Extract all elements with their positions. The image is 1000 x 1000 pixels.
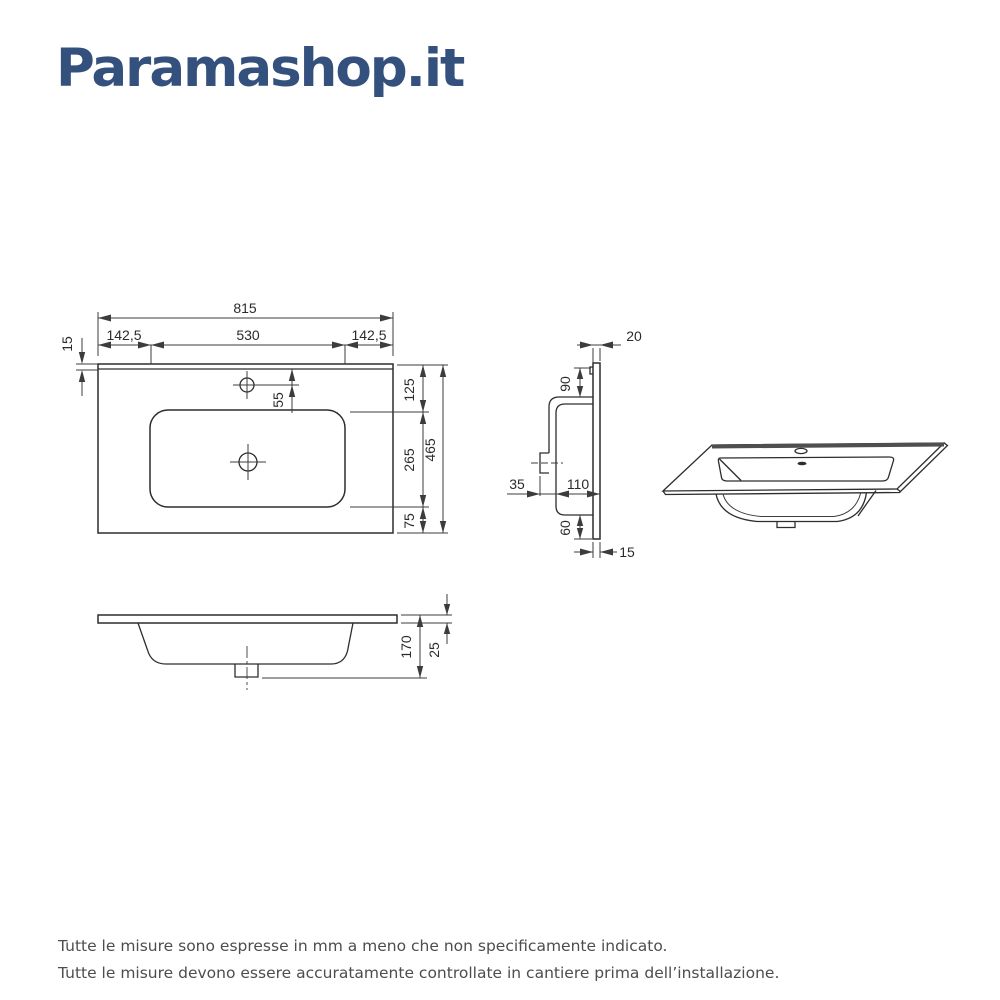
dim-plan-back-ledge: 15 bbox=[59, 336, 75, 352]
front-view-drawing bbox=[98, 594, 452, 690]
faucet-hole-3d bbox=[795, 448, 807, 453]
faucet-hole-symbol bbox=[233, 371, 261, 399]
drain-hole-symbol bbox=[230, 444, 266, 480]
dim-plan-basin-to-front: 75 bbox=[401, 513, 417, 529]
dim-plan-faucet-offset: 55 bbox=[270, 392, 286, 408]
dim-side-bottom-thickness: 15 bbox=[619, 544, 635, 560]
dim-plan-overall-width: 815 bbox=[233, 300, 257, 316]
dim-front-overall-height: 170 bbox=[398, 635, 414, 659]
dim-side-basin-depth: 110 bbox=[566, 476, 590, 492]
plan-view-drawing bbox=[59, 300, 448, 533]
dim-front-top-thickness: 25 bbox=[426, 642, 442, 658]
perspective-view-drawing bbox=[663, 443, 948, 528]
dim-side-top-thickness: 20 bbox=[626, 328, 642, 344]
dim-side-bottom-height: 60 bbox=[557, 520, 573, 536]
dim-plan-center-width: 530 bbox=[236, 327, 260, 343]
dim-plan-overall-depth: 465 bbox=[422, 438, 438, 462]
drain-stub-3d bbox=[777, 522, 795, 528]
dim-side-back-height: 90 bbox=[557, 376, 573, 392]
note-line-1: Tutte le misure sono espresse in mm a meno che non specificamente indicato. bbox=[58, 937, 668, 955]
dim-plan-back-to-basin: 125 bbox=[401, 378, 417, 402]
overflow-hole-3d bbox=[798, 462, 807, 466]
note-line-2: Tutte le misure devono essere accuratamente controllate in cantiere prima dell’installazione. bbox=[58, 964, 780, 982]
dim-plan-left-offset: 142,5 bbox=[106, 327, 142, 343]
measurement-notes bbox=[58, 933, 779, 987]
dim-side-boss-offset: 35 bbox=[509, 476, 525, 492]
drain-stub-front bbox=[235, 664, 258, 677]
site-logo: Paramashop.it bbox=[56, 38, 464, 99]
side-view-drawing bbox=[507, 328, 642, 560]
dim-plan-basin-depth: 265 bbox=[401, 448, 417, 472]
dim-plan-right-offset: 142,5 bbox=[351, 327, 387, 343]
